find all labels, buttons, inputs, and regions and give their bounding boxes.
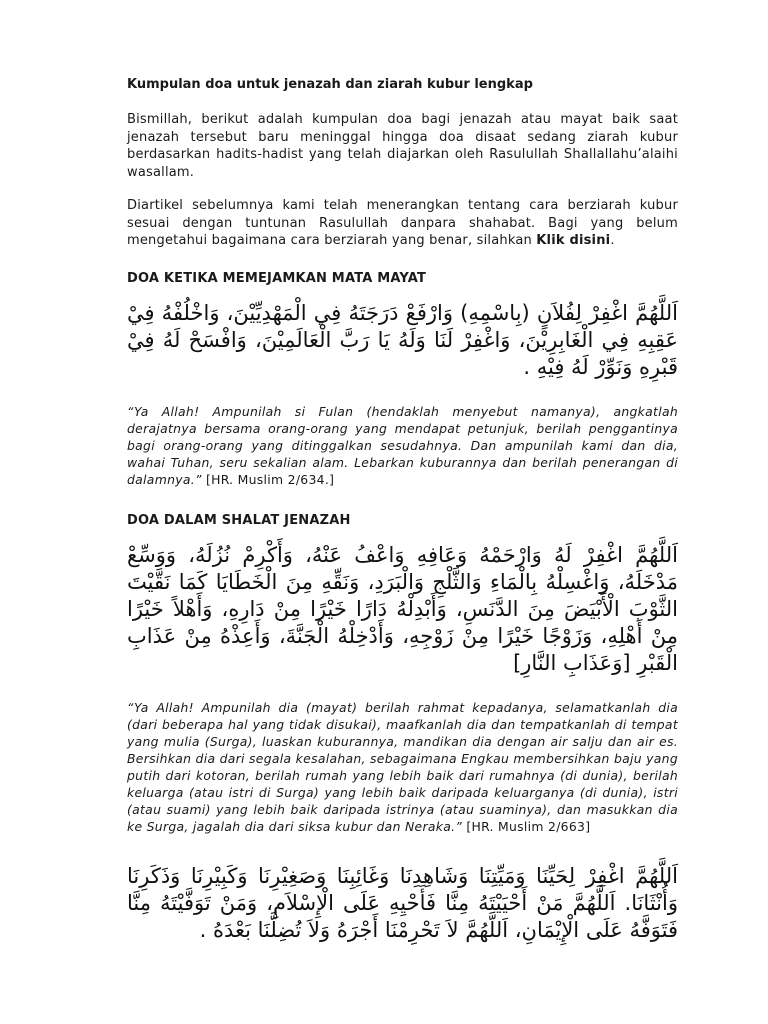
translation-quote: “Ya Allah! Ampunilah si Fulan (hendaklah menyebut namanya), angkatlah derajatnya bersama orang-orang yang mendapat petunjuk, berilah penggantinya bagi orang-orang yang ditinggalkan sesudahnya. Dan ampunilah kami dan dia, wahai Tuhan, seru sekalian alam. Lebarkan kuburannya dan berilah penerangan di dalamnya.” — [127, 403, 678, 487]
section-heading-closing-eyes: DOA KETIKA MEMEJAMKAN MATA MAYAT — [127, 270, 427, 286]
hadith-reference: [HR. Muslim 2/663] — [462, 818, 591, 834]
intro-paragraph: Bismillah, berikut adalah kumpulan doa bagi jenazah atau mayat baik saat jenazah tersebut baru meninggal hingga doa disaat sedang ziarah kubur berdasarkan hadits-hadist yang telah diajarkan oleh Rasulullah Shallallahu’alaihi wasallam. — [127, 112, 678, 180]
reference-paragraph-text: Diartikel sebelumnya kami telah menerangkan tentang cara berziarah kubur sesuai dengan tuntunan Rasulullah danpara shahabat. Bagi yang belum mengetahui bagaimana cara berziarah yang benar, silahkan — [127, 198, 678, 248]
translation-funeral — [127, 699, 678, 835]
translation-closing-eyes — [127, 403, 678, 488]
document-title: Kumpulan doa untuk jenazah dan ziarah kubur lengkap — [127, 77, 533, 92]
hadith-reference: [HR. Muslim 2/634.] — [201, 471, 335, 487]
reference-paragraph — [127, 197, 678, 250]
arabic-prayer-closing-eyes: اَللَّهُمَّ اغْفِرْ لِفُلاَنٍ (بِاسْمِهِ) وَارْفَعْ دَرَجَتَهُ فِي الْمَهْدِيِّيْنَ، وَاخْلُفْهُ فِيْ عَقِبِهِ فِي الْغَابِرِيْنَ، وَاغْفِرْ لَنَا وَلَهُ يَا رَبَّ الْعَالَمِيْنَ، وَافْسَحْ لَهُ فِيْ قَبْرِهِ وَنَوِّرْ لَهُ فِيْهِ . — [127, 300, 678, 379]
translation-quote: “Ya Allah! Ampunilah dia (mayat) berilah rahmat kepadanya, selamatkanlah dia (dari beberapa hal yang tidak disukai), maafkanlah dia dan tempatkanlah di tempat yang mulia (Surga), luaskan kuburannya, mandikan dia dengan air salju dan air es. Bersihkan dia dari segala kesalahan, sebagaimana Engkau membersihkan baju yang putih dari kotoran, berilah rumah yang lebih baik dari rumahnya (di dunia), berilah keluarga (atau istri di Surga) yang lebih baik daripada keluarganya (di dunia), istri (atau suami) yang lebih baik daripada istrinya (atau suaminya), dan masukkan dia ke Surga, jagalah dia dari siksa kubur dan Neraka.” — [127, 699, 678, 834]
reference-paragraph-end: . — [610, 233, 615, 248]
section-heading-funeral-prayer: DOA DALAM SHALAT JENAZAH — [127, 512, 351, 528]
klik-disini-link[interactable]: Klik disini — [536, 233, 611, 248]
arabic-prayer-funeral: اَللَّهُمَّ اغْفِرْ لَهُ وَارْحَمْهُ وَعَافِهِ وَاعْفُ عَنْهُ، وَأَكْرِمْ نُزُلَهُ، وَوَسِّعْ مَدْخَلَهُ، وَاغْسِلْهُ بِالْمَاءِ وَالثَّلْجِ وَالْبَرَدِ، وَنَقِّهِ مِنَ الْخَطَايَا كَمَا نَقَّيْتَ الثَّوْبَ الْأَبْيَضَ مِنَ الدَّنَسِ، وَأَبْدِلْهُ دَارًا خَيْرًا مِنْ دَارِهِ، وَأَهْلاً خَيْرًا مِنْ أَهْلِهِ، وَزَوْجًا خَيْرًا مِنْ زَوْجِهِ، وَأَدْخِلْهُ الْجَنَّةَ، وَأَعِذْهُ مِنْ عَذَابِ الْقَبْرِ [وَعَذَابِ النَّارِ] — [127, 542, 678, 675]
arabic-prayer-living-and-dead: اَللَّهُمَّ اغْفِرْ لِحَيِّنَا وَمَيِّتِنَا وَشَاهِدِنَا وَغَائِبِنَا وَصَغِيْرِنَا وَكَبِيْرِنَا وَذَكَرِنَا وَأُنْثَانَا. اَللَّهُمَّ مَنْ أَحْيَيْتَهُ مِنَّا فَأَحْيِهِ عَلَى الْإِسْلاَمِ، وَمَنْ تَوَفَّيْتَهُ مِنَّا فَتَوَفَّهُ عَلَى الْإِيْمَانِ، اَللَّهُمَّ لاَ تَحْرِمْنَا أَجْرَهُ وَلاَ تُضِلَّنَا بَعْدَهُ . — [127, 863, 678, 942]
